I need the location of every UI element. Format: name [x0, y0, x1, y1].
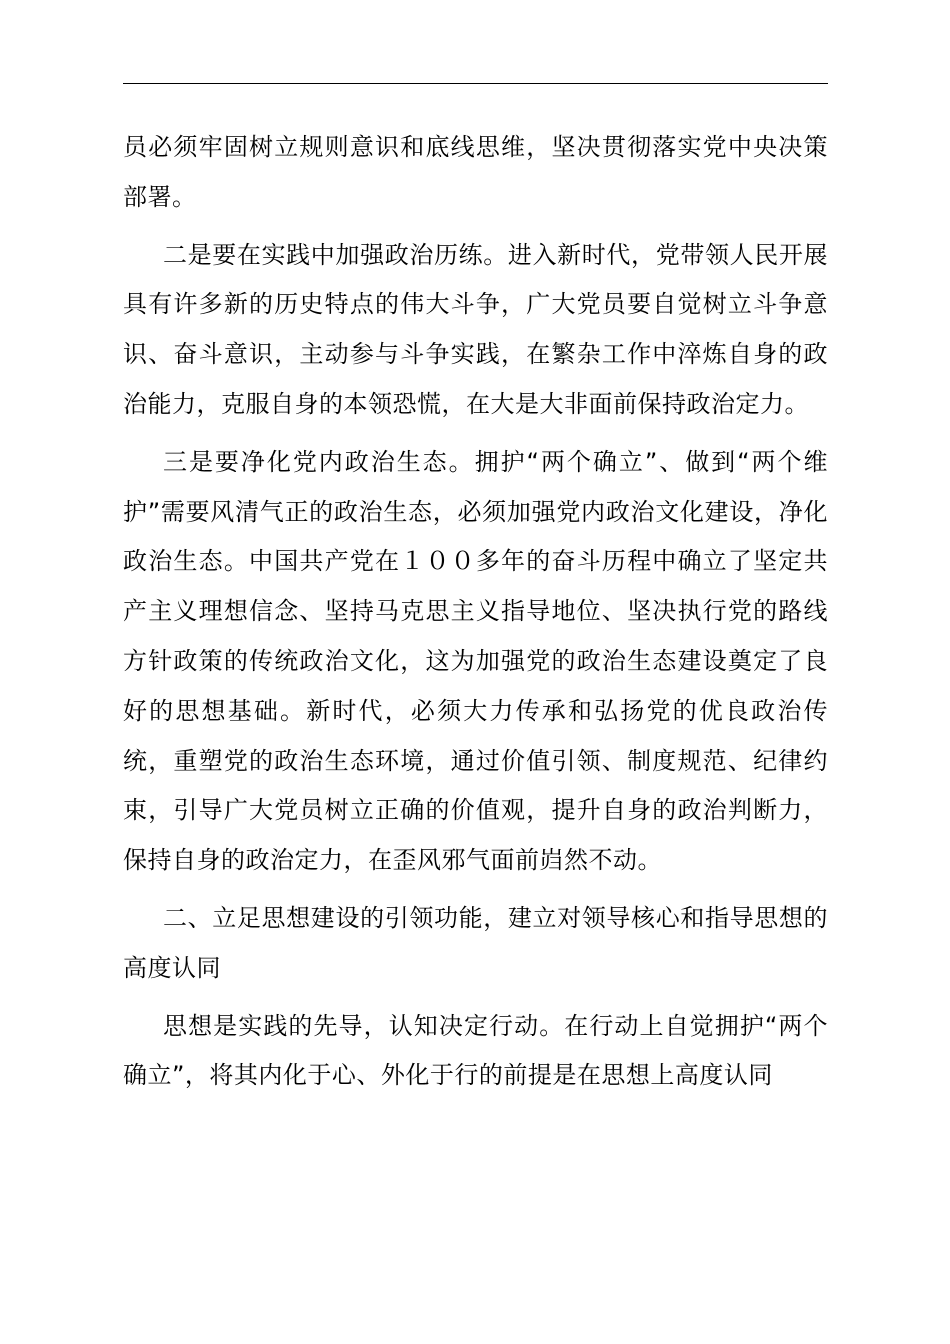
section-heading: 二、立足思想建设的引领功能，建立对领导核心和指导思想的高度认同: [123, 903, 828, 982]
header-divider: [123, 83, 828, 84]
paragraph-ideological-guidance: 思想是实践的先导，认知决定行动。在行动上自觉拥护“两个确立”，将其内化于心、外化于行的前提是在思想上高度认同: [123, 1011, 828, 1090]
paragraph-political-training: 二是要在实践中加强政治历练。进入新时代，党带领人民开展具有许多新的历史特点的伟大斗争，广大党员要自觉树立斗争意识、奋斗意识，主动参与斗争实践，在繁杂工作中淬炼自身的政治能力，克服自身的本领恐慌，在大是大非面前保持政治定力。: [123, 240, 828, 418]
paragraph-continuation: 员必须牢固树立规则意识和底线思维，坚决贯彻落实党中央决策部署。: [123, 133, 828, 211]
document-body: [123, 123, 828, 1101]
paragraph-political-ecology: 三是要净化党内政治生态。拥护“两个确立”、做到“两个维护”需要风清气正的政治生态，必须加强党内政治文化建设，净化政治生态。中国共产党在１００多年的奋斗历程中确立了坚定共产主义理想信念、坚持马克思主义指导地位、坚决执行党的路线方针政策的传统政治文化，这为加强党的政治生态建设奠定了良好的思想基础。新时代，必须大力传承和弘扬党的优良政治传统，重塑党的政治生态环境，通过价值引领、制度规范、纪律约束，引导广大党员树立正确的价值观，提升自身的政治判断力，保持自身的政治定力，在歪风邪气面前岿然不动。: [123, 447, 828, 875]
